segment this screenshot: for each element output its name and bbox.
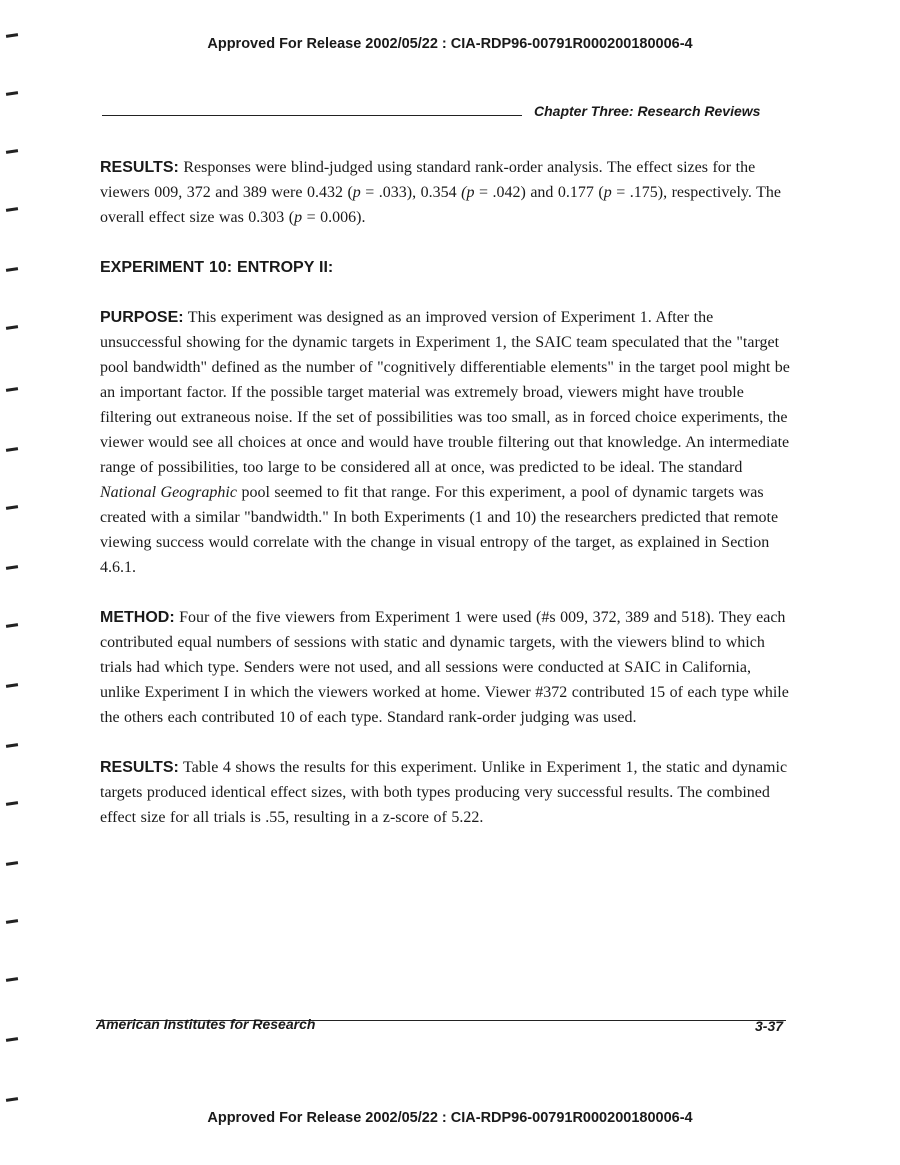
margin-mark	[6, 565, 18, 570]
purpose-paragraph: PURPOSE: This experiment was designed as an improved version of Experiment 1. After the unsuccessful showing for the dynamic targets in Experiment 1, the SAIC team speculated that the "target pool bandwidth" defined as the number of "cognitively differentiable elements" in the target pool might be an important factor. If the possible target material was extremely broad, viewers might have trouble filtering out extraneous noise. If the set of possibilities was too small, as in forced choice experiments, the viewer would see all choices at once and would have trouble filtering out that knowledge. An intermediate range of possibilities, too large to be considered all at once, was predicted to be ideal. The standard National Geographic pool seemed to fit that range. For this experiment, a pool of dynamic targets was created with a similar "bandwidth." In both Experiments (1 and 10) the researchers predicted that remote viewing success would correlate with the change in visual entropy of the target, as explained in Section 4.6.1.	[100, 309, 790, 576]
margin-mark	[6, 743, 18, 748]
margin-mark	[6, 325, 18, 330]
page-number: 3-37	[755, 1018, 784, 1034]
margin-mark	[6, 1097, 18, 1102]
results-paragraph-2: RESULTS: Table 4 shows the results for this experiment. Unlike in Experiment 1, the static and dynamic targets produced identical effect sizes, with both types producing very successful results. The combined effect size for all trials is .55, resulting in a z-score of 5.22.	[100, 759, 788, 826]
margin-mark	[6, 447, 18, 452]
margin-mark	[6, 683, 18, 688]
margin-mark	[6, 267, 18, 272]
margin-mark	[6, 387, 18, 392]
margin-mark	[6, 1037, 18, 1042]
results-label: RESULTS:	[100, 759, 179, 776]
footer-institution: American Institutes for Research	[96, 1016, 316, 1032]
margin-mark	[6, 801, 18, 806]
method-paragraph: METHOD: Four of the five viewers from Experiment 1 were used (#s 009, 372, 389 and 518). They each contributed equal numbers of sessions with static and dynamic targets, with the viewers blind to which trials had which type. Senders were not used, and all sessions were conducted at SAIC in California, unlike Experiment I in which the viewers worked at home. Viewer #372 contributed 15 of each type while the others each contributed 10 of each type. Standard rank-order judging was used.	[100, 609, 789, 726]
experiment-heading: EXPERIMENT 10: ENTROPY II:	[100, 259, 334, 276]
release-footer: Approved For Release 2002/05/22 : CIA-RDP96-00791R000200180006-4	[207, 1110, 693, 1126]
journal-name: National Geographic	[100, 484, 237, 501]
chapter-title: Chapter Three: Research Reviews	[534, 103, 761, 119]
margin-mark	[6, 91, 18, 96]
chapter-rule	[102, 115, 522, 116]
margin-mark	[6, 919, 18, 924]
margin-mark	[6, 149, 18, 154]
margin-mark	[6, 861, 18, 866]
margin-mark	[6, 207, 18, 212]
purpose-label: PURPOSE:	[100, 309, 184, 326]
results-label: RESULTS:	[100, 159, 179, 176]
page-body	[100, 155, 790, 855]
margin-mark	[6, 505, 18, 510]
method-label: METHOD:	[100, 609, 175, 626]
release-header: Approved For Release 2002/05/22 : CIA-RDP96-00791R000200180006-4	[207, 36, 693, 52]
margin-mark	[6, 977, 18, 982]
results-paragraph-1: RESULTS: Responses were blind-judged using standard rank-order analysis. The effect sizes for the viewers 009, 372 and 389 were 0.432 (p = .033), 0.354 (p = .042) and 0.177 (p = .175), respectively. The overall effect size was 0.303 (p = 0.006).	[100, 159, 781, 226]
margin-mark	[6, 623, 18, 628]
